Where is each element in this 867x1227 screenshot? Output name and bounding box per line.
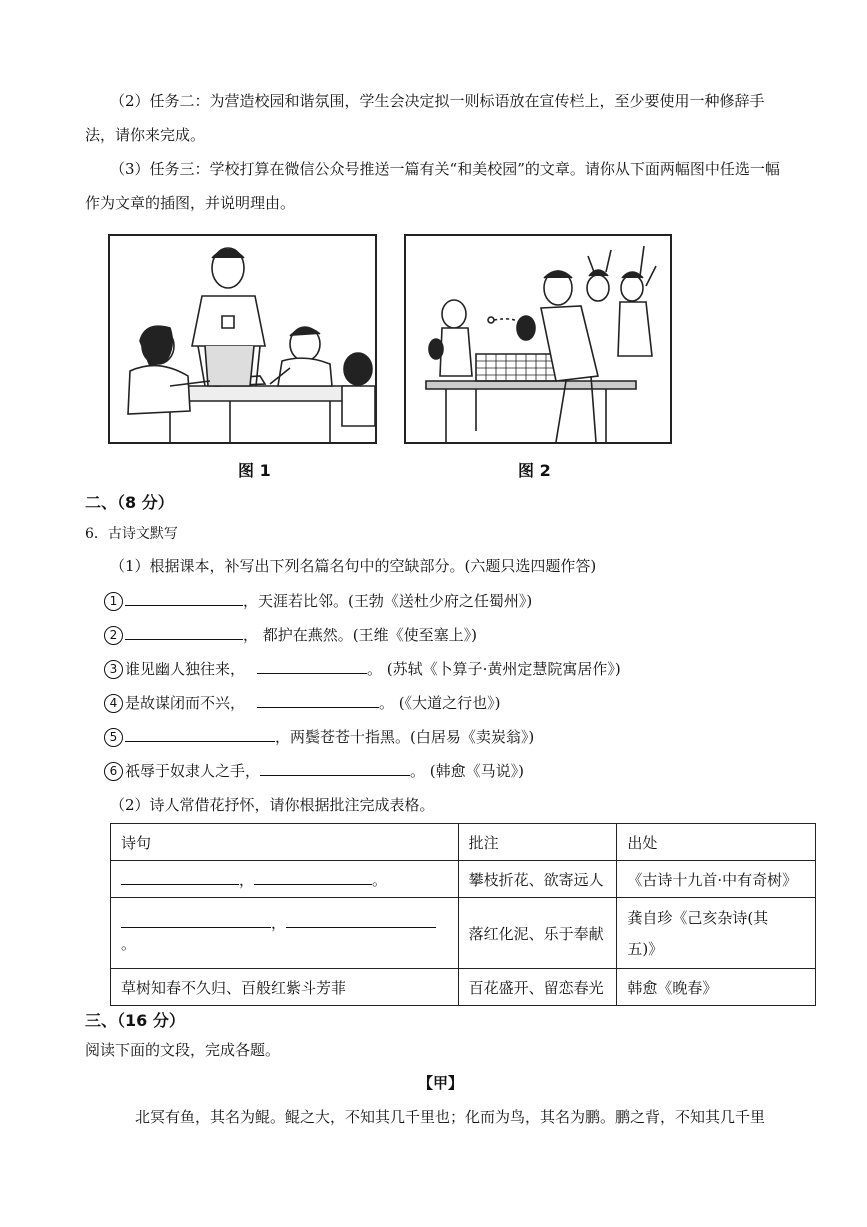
item-text: ，天涯若比邻。(王勃《送杜少府之任蜀州》): [243, 592, 533, 610]
note-cell: 落红化泥、乐于奉献: [458, 898, 617, 969]
item-5: [104, 726, 534, 747]
figure-1-drawing: [110, 236, 375, 442]
item-1: [104, 590, 532, 611]
figure-1-caption: 图 1: [238, 461, 271, 480]
sub-question-1: （1）根据课本，补写出下列名篇名句中的空缺部分。(六题只选四题作答): [110, 557, 597, 575]
section-3-heading: 三、（16 分）: [85, 1011, 185, 1030]
source-line-1: 龚自珍《己亥杂诗(其: [627, 909, 769, 927]
answer-blank[interactable]: [257, 692, 379, 708]
table-header-poem: 诗句: [111, 824, 459, 861]
answer-blank[interactable]: [125, 590, 243, 606]
item-number: 2: [104, 626, 123, 645]
item-text: 。 (韩愈《马说》): [410, 762, 524, 780]
poem-cell: [111, 898, 459, 969]
item-number: 1: [104, 592, 123, 611]
item-number: 3: [104, 660, 123, 679]
source-line-2: 五)》: [627, 940, 664, 958]
answer-blank[interactable]: [125, 726, 275, 742]
source-cell: 《古诗十九首·中有奇树》: [617, 861, 816, 898]
item-text: 。 (苏轼《卜算子·黄州定慧院寓居作》): [367, 660, 621, 678]
task2-line2: 法，请你来完成。: [85, 126, 206, 144]
item-4: [104, 692, 501, 713]
answer-blank[interactable]: [257, 658, 367, 674]
table-header-row: [111, 824, 816, 861]
item-text: ， 都护在燕然。(王维《使至塞上》): [243, 626, 477, 644]
task3-line2: 作为文章的插图，并说明理由。: [85, 194, 296, 212]
comma: ，: [239, 870, 255, 889]
table-row: [111, 861, 816, 898]
table-row: [111, 898, 816, 969]
figure-2-drawing: [406, 236, 670, 442]
question-6-title: 6．古诗文默写: [85, 526, 178, 542]
table-header-source: 出处: [617, 824, 816, 861]
answer-blank[interactable]: [121, 869, 239, 885]
reading-intro: 阅读下面的文段，完成各题。: [85, 1041, 281, 1059]
item-pre: 是故谋闭而不兴，: [125, 694, 246, 712]
item-number: 6: [104, 762, 123, 781]
poem-cell: 草树知春不久归、百般红紫斗芳菲: [111, 969, 459, 1006]
item-number: 4: [104, 694, 123, 713]
item-pre: 祇辱于奴隶人之手，: [125, 762, 261, 780]
answer-blank[interactable]: [125, 624, 243, 640]
comma: ，: [271, 914, 287, 932]
table-header-note: 批注: [458, 824, 617, 861]
sub-question-2: （2）诗人常借花抒怀，请你根据批注完成表格。: [110, 796, 435, 814]
source-cell: [617, 898, 816, 969]
poem-table: [110, 823, 816, 1006]
source-cell: 韩愈《晚春》: [617, 969, 816, 1006]
passage-text: 北冥有鱼，其名为鲲。鲲之大，不知其几千里也；化而为鸟，其名为鹏。鹏之背，不知其几千里: [135, 1108, 766, 1126]
answer-blank[interactable]: [121, 912, 271, 928]
task2-line1: （2）任务二：为营造校园和谐氛围，学生会决定拟一则标语放在宣传栏上，至少要使用一种修辞手: [110, 92, 765, 110]
figure-2-caption: 图 2: [518, 461, 551, 480]
answer-blank[interactable]: [286, 912, 436, 928]
passage-label-jia: 【甲】: [418, 1074, 464, 1092]
item-6: [104, 760, 524, 781]
item-text: ，两鬓苍苍十指黑。(白居易《卖炭翁》): [275, 728, 535, 746]
item-2: [104, 624, 477, 645]
note-cell: 百花盛开、留恋春光: [458, 969, 617, 1006]
table-row: [111, 969, 816, 1006]
section-2-heading: 二、（8 分）: [85, 493, 174, 512]
period: 。: [121, 935, 137, 953]
item-number: 5: [104, 728, 123, 747]
task3-line1: （3）任务三：学校打算在微信公众号推送一篇有关“和美校园”的文章。请你从下面两幅图中任选一幅: [110, 160, 780, 178]
item-text: 。 (《大道之行也》): [379, 694, 501, 712]
figure-1-illustration: [108, 234, 377, 444]
period: 。: [372, 870, 388, 889]
poem-cell: [111, 861, 459, 898]
note-cell: 攀枝折花、欲寄远人: [458, 861, 617, 898]
answer-blank[interactable]: [260, 760, 410, 776]
item-3: [104, 658, 621, 679]
item-pre: 谁见幽人独往来，: [125, 660, 246, 678]
figure-2-illustration: [404, 234, 672, 444]
answer-blank[interactable]: [254, 869, 372, 885]
